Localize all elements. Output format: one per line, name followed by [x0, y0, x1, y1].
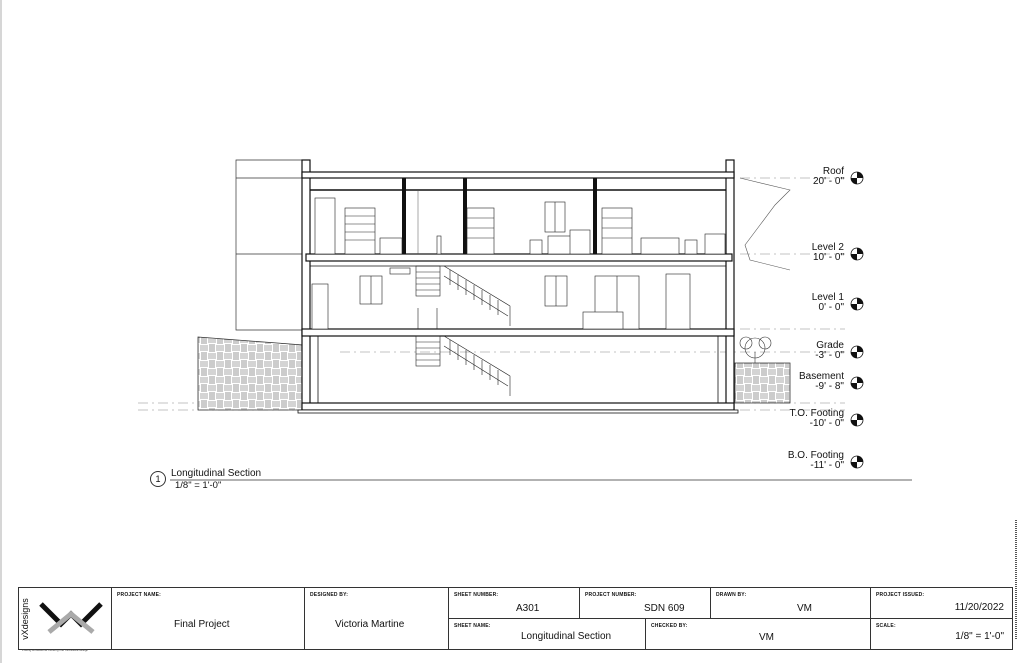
- title-block: [18, 587, 1013, 650]
- cell-checked-by: [645, 619, 870, 649]
- brand-name: vXdesigns: [19, 598, 30, 640]
- level-head-quadrant: [851, 383, 857, 389]
- level-head-quadrant: [851, 462, 857, 468]
- cell-sheet-number: [448, 588, 579, 619]
- view-number-bubble: 1: [150, 471, 166, 487]
- level-head-quadrant: [857, 456, 863, 462]
- stair-upper: [416, 266, 510, 329]
- view-scale: 1/8" = 1'-0": [175, 480, 222, 491]
- level-head-quadrant: [857, 414, 863, 420]
- brand-note: Putting wholesome thinking into innovative design: [22, 648, 89, 652]
- cell-drawn-by: [710, 588, 870, 619]
- level-name: B.O. Footing: [787, 450, 844, 461]
- checked-by-value: VM: [759, 632, 774, 643]
- scale-value: 1/8" = 1'-0": [955, 631, 1004, 642]
- sheet-name-label: SHEET NAME:: [454, 623, 491, 629]
- scale-label: SCALE:: [876, 623, 896, 629]
- adjacent-building: [236, 160, 303, 330]
- level-head-quadrant: [851, 352, 857, 358]
- cell-sheet-name: [448, 619, 645, 649]
- sheet-number-label: SHEET NUMBER:: [454, 592, 499, 598]
- level-name: Basement: [798, 371, 844, 382]
- sheet-name-value: Longitudinal Section: [521, 631, 612, 642]
- level-elevation: 10' - 0": [812, 252, 844, 263]
- sheet-number-value: A301: [516, 603, 540, 614]
- level-elevation: 0' - 0": [818, 302, 844, 313]
- cell-project-name: [111, 588, 304, 649]
- cell-designed-by: [304, 588, 448, 649]
- view-title: Longitudinal Section: [171, 468, 262, 479]
- checked-by-label: CHECKED BY:: [651, 623, 688, 629]
- cell-project-number: [579, 588, 710, 619]
- cell-project-issued: [870, 588, 1012, 619]
- level-head-quadrant: [857, 377, 863, 383]
- level-name: Level 2: [811, 242, 844, 253]
- level2-furniture: [315, 198, 725, 254]
- level-head-quadrant: [857, 248, 863, 254]
- level-head-quadrant: [857, 346, 863, 352]
- sheet-edge-note: [1014, 520, 1018, 640]
- level-head-quadrant: [851, 420, 857, 426]
- earth-left: [198, 337, 303, 410]
- level-head-quadrant: [851, 304, 857, 310]
- level-markers: [851, 172, 863, 468]
- vx-logo-icon: [39, 598, 103, 636]
- level-name: Roof: [822, 166, 844, 177]
- project-issued-value: 11/20/2022: [954, 602, 1004, 613]
- brand-wordmark: [19, 594, 34, 646]
- level-elevation: -10' - 0": [809, 418, 844, 429]
- level-head-quadrant: [851, 178, 857, 184]
- designed-by-label: DESIGNED BY:: [310, 592, 349, 598]
- level-elevation: 20' - 0": [812, 176, 844, 187]
- level-elevation: -11' - 0": [810, 460, 844, 471]
- level-elevation: -9' - 8": [815, 381, 844, 392]
- project-number-value: SDN 609: [644, 603, 685, 614]
- level-name: T.O. Footing: [789, 408, 844, 419]
- project-number-label: PROJECT NUMBER:: [585, 592, 637, 598]
- project-name-label: PROJECT NAME:: [117, 592, 161, 598]
- level-head-quadrant: [857, 298, 863, 304]
- designed-by-value: Victoria Martine: [335, 619, 405, 630]
- project-issued-label: PROJECT ISSUED:: [876, 592, 925, 598]
- drawn-by-value: VM: [797, 603, 812, 614]
- level-head-quadrant: [857, 172, 863, 178]
- project-name-value: Final Project: [174, 619, 230, 630]
- level1-elements: [312, 268, 690, 329]
- level-name: Level 1: [811, 292, 844, 303]
- drawn-by-label: DRAWN BY:: [716, 592, 747, 598]
- stair-lower: [416, 336, 510, 396]
- level-head-quadrant: [851, 254, 857, 260]
- cell-scale: [870, 619, 1012, 649]
- level-elevation: -3' - 0": [815, 350, 844, 361]
- level-name: Grade: [816, 340, 844, 351]
